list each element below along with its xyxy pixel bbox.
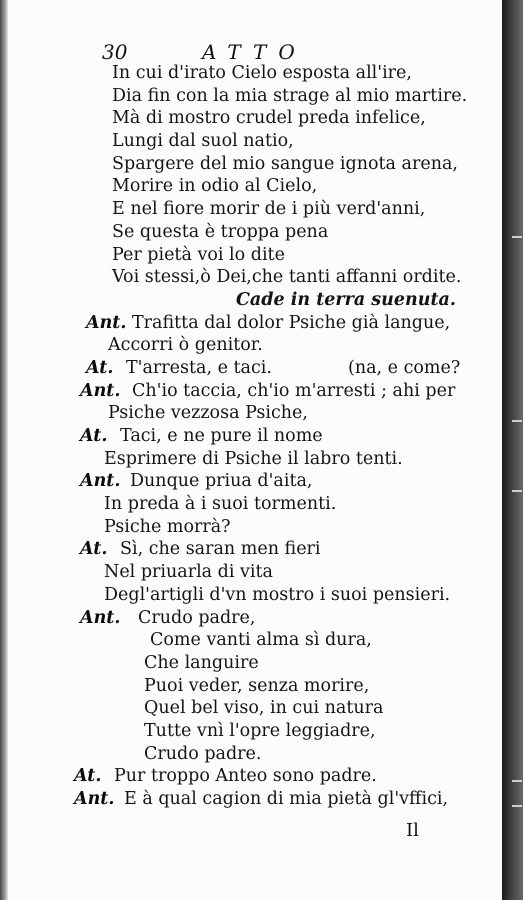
text-line	[8, 652, 502, 675]
speaker-label: At.	[80, 539, 108, 560]
verse-line: Che languire	[144, 652, 259, 673]
stage-direction: Cade in terra suenuta.	[236, 289, 456, 310]
speaker-label: At.	[74, 766, 102, 787]
text-line	[8, 629, 502, 652]
verse-turnover: (na, e come?	[348, 357, 461, 378]
text-line	[8, 312, 502, 335]
text-line	[8, 62, 502, 85]
bleed-mark	[512, 490, 522, 492]
verse-line: In cui d'irato Cielo esposta all'ire,	[112, 63, 412, 83]
verse-line: Puoi veder, senza morire,	[144, 675, 370, 696]
verse-line: Trafitta dal dolor Psiche già langue,	[132, 312, 451, 333]
right-page-edge	[502, 0, 523, 900]
verse-line: Tutte vnì l'opre leggiadre,	[144, 720, 376, 741]
text-line	[8, 788, 502, 811]
verse-line: Psiche morrà?	[104, 516, 231, 537]
verse-line: Lungi dal suol natio,	[112, 131, 294, 152]
text-line	[8, 221, 502, 244]
text-line	[8, 538, 502, 561]
verse-line: Spargere del mio sangue ignota arena,	[112, 153, 458, 174]
verse-line: T'arresta, e taci.	[126, 357, 272, 378]
page-number: 30	[102, 40, 128, 64]
text-line	[8, 743, 502, 766]
verse-line: Dunque priua d'aita,	[130, 471, 313, 492]
left-binding-shadow	[0, 0, 8, 900]
verse-line: Nel priuarla di vita	[104, 562, 273, 583]
speaker-label: At.	[80, 426, 108, 446]
verse-line: In preda à i suoi tormenti.	[104, 494, 337, 515]
speaker-label: Ant.	[74, 789, 115, 809]
bleed-mark	[512, 805, 522, 807]
text-line	[8, 334, 502, 357]
text-line	[8, 607, 502, 630]
bleed-mark	[512, 420, 522, 422]
verse-line: Mà di mostro crudel preda infelice,	[112, 108, 426, 129]
text-line	[8, 107, 502, 130]
text-line	[8, 720, 502, 743]
speaker-label: Ant.	[80, 471, 121, 492]
verse-line: Crudo padre,	[138, 607, 256, 628]
text-line	[8, 448, 502, 471]
verse-line: Accorri ò genitor.	[108, 335, 263, 356]
text-line	[8, 493, 502, 516]
text-line	[8, 675, 502, 698]
verse-text-block	[8, 62, 502, 811]
verse-line: Se questa è troppa pena	[112, 221, 329, 242]
verse-line: Voi stessi,ò Dei,che tanti affanni ordite.	[112, 267, 462, 288]
text-line	[8, 697, 502, 720]
text-line	[8, 584, 502, 607]
text-line	[8, 266, 502, 289]
speaker-label: Ant.	[80, 607, 121, 628]
bleed-mark	[512, 780, 522, 782]
speaker-label: Ant.	[80, 380, 121, 401]
book-page	[8, 0, 502, 900]
text-line	[8, 289, 502, 312]
text-line	[8, 130, 502, 153]
text-line	[8, 380, 502, 403]
text-line	[8, 425, 502, 448]
verse-line: Pur troppo Anteo sono padre.	[114, 766, 377, 787]
text-line	[8, 402, 502, 425]
running-title: ATTO	[202, 40, 307, 64]
catchword: Il	[406, 820, 419, 841]
verse-line: Psiche vezzosa Psiche,	[108, 403, 308, 424]
text-line	[8, 765, 502, 788]
text-line	[8, 153, 502, 176]
text-line	[8, 244, 502, 267]
text-line	[8, 85, 502, 108]
text-line	[8, 516, 502, 539]
verse-line: Quel bel viso, in cui natura	[144, 698, 384, 719]
verse-line: Degl'artigli d'vn mostro i suoi pensieri.	[104, 584, 451, 605]
text-line	[8, 175, 502, 198]
text-line	[8, 198, 502, 221]
bleed-mark	[512, 236, 522, 238]
verse-line: Come vanti alma sì dura,	[150, 630, 372, 651]
verse-line: Esprimere di Psiche il labro tenti.	[104, 448, 403, 469]
verse-line: Sì, che saran men fieri	[120, 539, 321, 560]
verse-line: Ch'io taccia, ch'io m'arresti ; ahi per	[132, 380, 456, 401]
verse-line: E à qual cagion di mia pietà gl'vffici,	[124, 789, 449, 809]
verse-line: Dia fin con la mia strage al mio martire.	[112, 85, 468, 106]
text-line	[8, 561, 502, 584]
speaker-label: At.	[86, 357, 114, 378]
verse-line: Crudo padre.	[144, 743, 262, 764]
verse-line: Per pietà voi lo dite	[112, 244, 285, 265]
verse-line: Taci, e ne pure il nome	[120, 426, 323, 446]
text-line	[8, 470, 502, 493]
verse-line: Morire in odio al Cielo,	[112, 176, 318, 197]
verse-line: E nel fiore morir de i più verd'anni,	[112, 199, 426, 220]
text-line	[8, 357, 502, 380]
speaker-label: Ant.	[86, 312, 127, 333]
